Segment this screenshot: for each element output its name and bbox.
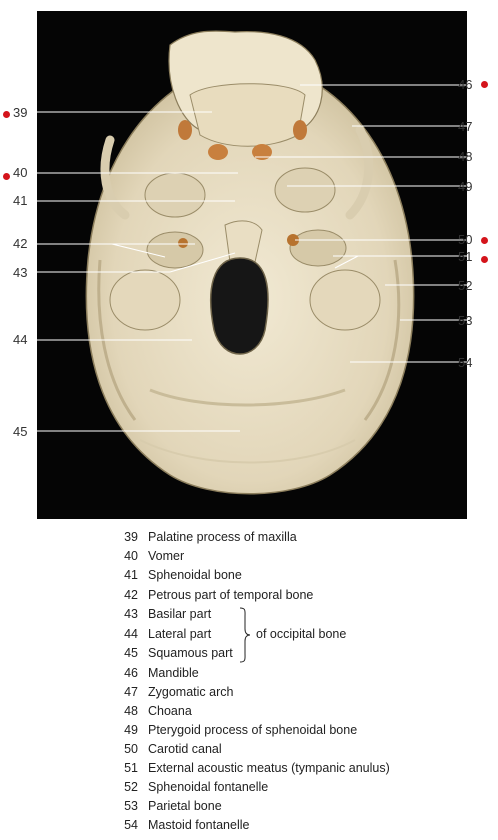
legend-item: 46 Mandible — [124, 666, 199, 680]
choana-right-shape — [252, 144, 272, 160]
legend-item: 53 Parietal bone — [124, 799, 222, 813]
marker-dot-51 — [481, 256, 488, 263]
label-52: 52 — [458, 278, 473, 293]
legend-item: 40 Vomer — [124, 549, 185, 563]
legend-item: 45 Squamous part — [124, 646, 233, 660]
legend-item: 48 Choana — [124, 704, 192, 718]
label-40: 40 — [13, 165, 28, 180]
label-41: 41 — [13, 193, 28, 208]
legend-item: 51 External acoustic meatus (tympanic anulus) — [124, 761, 390, 775]
occipital-group-label: of occipital bone — [256, 627, 347, 641]
foramen-magnum-shape — [211, 258, 268, 354]
label-49: 49 — [458, 179, 473, 194]
choana-left-shape — [208, 144, 228, 160]
marker-dot-50 — [481, 237, 488, 244]
legend-item: 54 Mastoid fontanelle — [124, 818, 250, 832]
legend-item: 44 Lateral part — [124, 627, 212, 641]
label-45: 45 — [13, 424, 28, 439]
marker-dot-39 — [3, 111, 10, 118]
label-43: 43 — [13, 265, 28, 280]
legend-item: 47 Zygomatic arch — [124, 685, 234, 699]
label-53: 53 — [458, 313, 473, 328]
label-48: 48 — [458, 149, 473, 164]
label-47: 47 — [458, 119, 473, 134]
legend-item: 39 Palatine process of maxilla — [124, 530, 297, 544]
label-42: 42 — [13, 236, 28, 251]
legend-item: 49 Pterygoid process of sphenoidal bone — [124, 723, 358, 737]
label-46: 46 — [458, 77, 473, 92]
legend-item: 50 Carotid canal — [124, 742, 222, 756]
label-51: 51 — [458, 249, 473, 264]
label-50: 50 — [458, 232, 473, 247]
palatine-shape — [190, 84, 305, 147]
label-54: 54 — [458, 355, 473, 370]
legend-item: 43 Basilar part — [124, 607, 212, 621]
legend-item: 42 Petrous part of temporal bone — [124, 588, 314, 602]
label-39: 39 — [13, 105, 28, 120]
marker-dot-46 — [481, 81, 488, 88]
label-44: 44 — [13, 332, 28, 347]
legend-item: 41 Sphenoidal bone — [124, 568, 242, 582]
brace-icon — [238, 607, 252, 663]
legend-item: 52 Sphenoidal fontanelle — [124, 780, 269, 794]
marker-dot-40 — [3, 173, 10, 180]
